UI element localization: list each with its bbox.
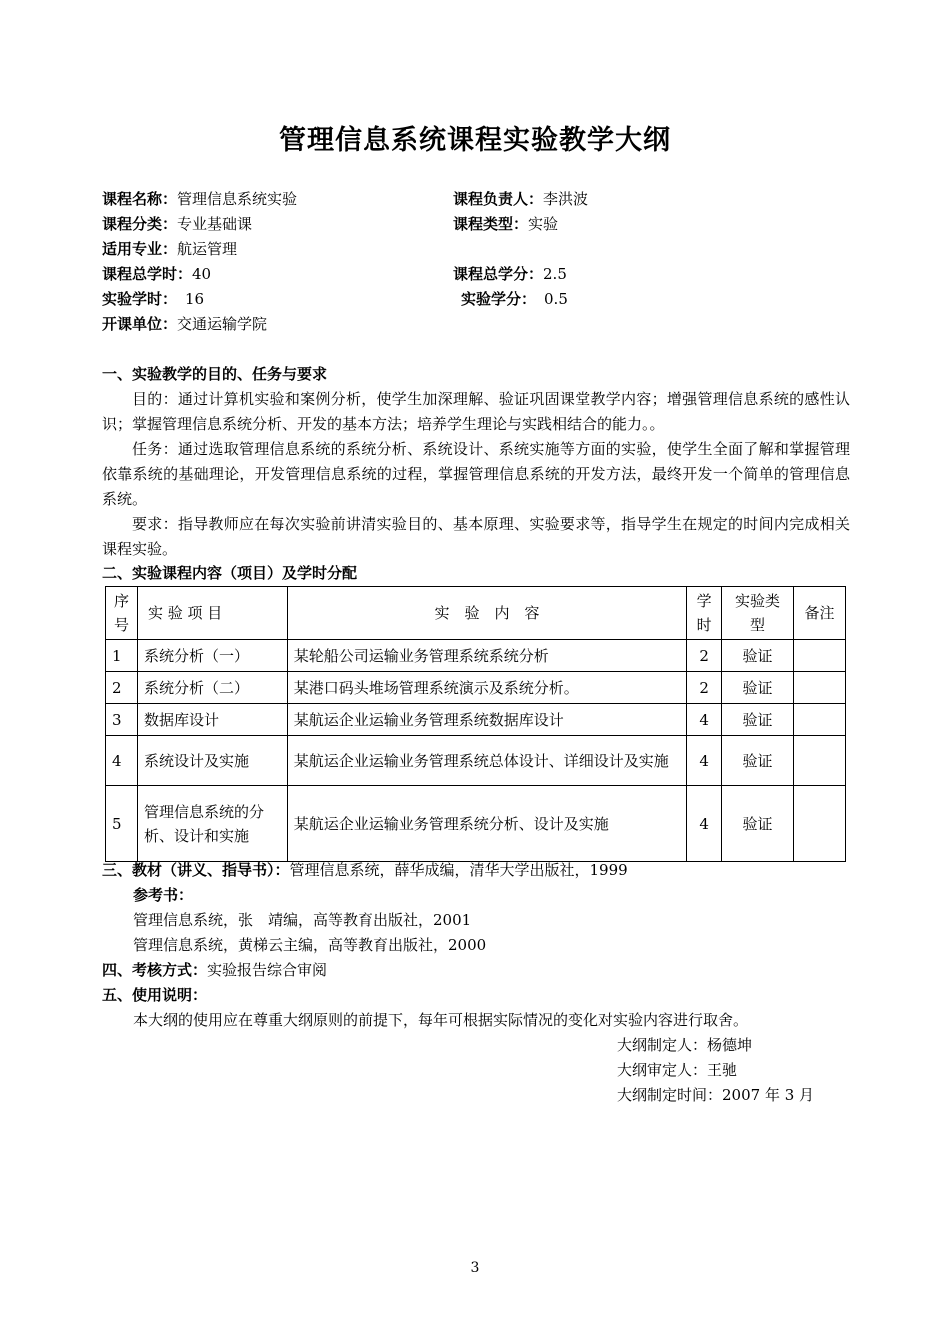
table-row: 3 数据库设计 某航运企业运输业务管理系统数据库设计 4 验证 [106, 704, 846, 736]
total-hours-row: 课程总学时：40 [102, 265, 212, 283]
owner-row: 课程负责人：李洪波 [453, 190, 589, 208]
section-3-heading: 三、教材（讲义、指导书）： [102, 861, 290, 879]
header-content: 实 验 内 容 [287, 587, 686, 640]
header-note: 备注 [794, 587, 846, 640]
header-no: 序号 [106, 587, 138, 640]
course-name-value: 管理信息系统实验 [177, 190, 298, 208]
page-number: 3 [470, 1260, 480, 1276]
table-header-row [106, 587, 846, 640]
syllabus-reviewer: 大纲审定人：王驰 [617, 1061, 738, 1079]
owner-value: 李洪波 [543, 190, 589, 208]
experiment-table [105, 586, 846, 862]
syllabus-maker: 大纲制定人：杨德坤 [617, 1036, 753, 1054]
category-row: 课程分类：专业基础课 [102, 215, 253, 233]
header-project: 实 验 项 目 [137, 587, 287, 640]
total-credits-row: 课程总学分：2.5 [453, 265, 567, 283]
section-4-row [102, 958, 327, 983]
unit-row: 开课单位：交通运输学院 [102, 315, 268, 333]
usage-text: 本大纲的使用应在尊重大纲原则的前提下，每年可根据实际情况的变化对实验内容进行取舍。 [133, 1011, 749, 1029]
requirement-paragraph: 要求：指导教师应在每次实验前讲清实验目的、基本原理、实验要求等，指导学生在规定的时间内完成相关课程实验。 [102, 515, 850, 558]
type-row: 课程类型：实验 [453, 215, 559, 233]
section-4-heading: 四、考核方式： [102, 961, 208, 979]
section-2-heading: 二、实验课程内容（项目）及学时分配 [102, 564, 358, 582]
header-kind: 实验类型 [722, 587, 794, 640]
type-value: 实验 [528, 215, 559, 233]
section-3-row [102, 858, 628, 883]
textbook-text: 管理信息系统，薛华成编，清华大学出版社，1999 [289, 861, 628, 879]
lab-credits-row: 实验学分： 0.5 [461, 290, 568, 308]
reference-2: 管理信息系统，黄梯云主编，高等教育出版社，2000 [133, 936, 487, 954]
table-row: 1 系统分析（一） 某轮船公司运输业务管理系统系统分析 2 验证 [106, 640, 846, 672]
total-credits-value: 2.5 [543, 265, 567, 283]
major-value: 航运管理 [177, 240, 238, 258]
course-name-row: 课程名称：管理信息系统实验 [102, 190, 298, 208]
major-row: 适用专业：航运管理 [102, 240, 238, 258]
table-row: 5 管理信息系统的分析、设计和实施 某航运企业运输业务管理系统分析、设计及实施 4 验证 [106, 786, 846, 862]
category-value: 专业基础课 [177, 215, 253, 233]
lab-credits-value: 0.5 [544, 290, 568, 308]
assessment-text: 实验报告综合审阅 [207, 961, 328, 979]
section-5-heading: 五、使用说明： [102, 986, 208, 1004]
syllabus-date: 大纲制定时间：2007 年 3 月 [617, 1086, 815, 1104]
unit-value: 交通运输学院 [177, 315, 268, 333]
purpose-paragraph: 目的：通过计算机实验和案例分析，使学生加深理解、验证巩固课堂教学内容；增强管理信息系统的感性认识；掌握管理信息系统分析、开发的基本方法；培养学生理论与实践相结合的能力。。 [102, 390, 850, 433]
table-row: 2 系统分析（二） 某港口码头堆场管理系统演示及系统分析。 2 验证 [106, 672, 846, 704]
lab-hours-row: 实验学时： 16 [102, 290, 205, 308]
header-hours: 学时 [687, 587, 722, 640]
lab-hours-value: 16 [185, 290, 205, 308]
table-row: 4 系统设计及实施 某航运企业运输业务管理系统总体设计、详细设计及实施 4 验证 [106, 736, 846, 786]
reference-1: 管理信息系统，张 靖编，高等教育出版社，2001 [133, 911, 472, 929]
total-hours-value: 40 [192, 265, 212, 283]
section-1-heading: 一、实验教学的目的、任务与要求 [102, 365, 328, 383]
task-paragraph: 任务：通过选取管理信息系统的系统分析、系统设计、系统实施等方面的实验，使学生全面了解和掌握管理依靠系统的基础理论，开发管理信息系统的过程，掌握管理信息系统的开发方法，最终开发一个简单的管理信息系统。 [102, 440, 850, 508]
reference-heading: 参考书： [133, 886, 194, 904]
page-title: 管理信息系统课程实验教学大纲 [279, 125, 671, 156]
